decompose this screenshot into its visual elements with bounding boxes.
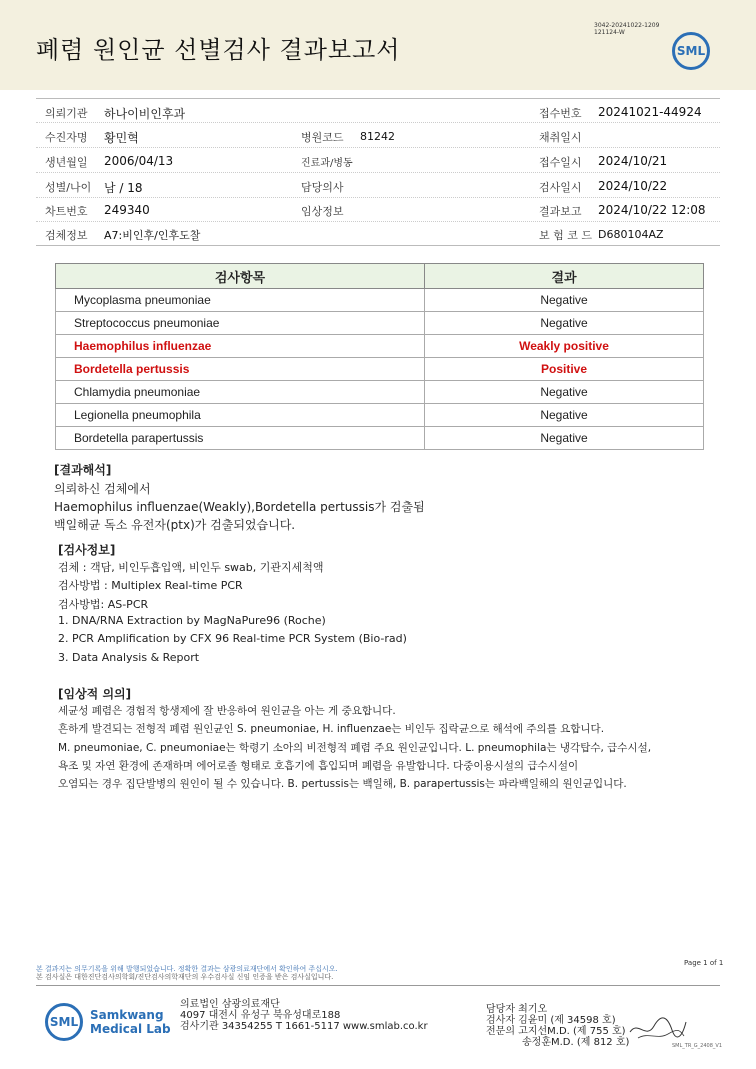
test-item-result: Negative: [425, 312, 704, 335]
table-row: [56, 381, 704, 404]
test-info-line: 검사방법 : Multiplex Real-time PCR: [58, 579, 243, 592]
receipt-date-value: 2024/10/21: [598, 154, 668, 168]
page-number: Page 1 of 1: [684, 959, 724, 967]
document-id: [594, 22, 659, 36]
hospital-code-label: 병원코드: [301, 131, 344, 144]
department-label: 진료과/병동: [301, 158, 353, 169]
footer-rule: [36, 985, 720, 986]
footer-note: 본 결과지는 의무기록을 위해 발행되었습니다. 정확한 결과는 삼광의료재단에서 확인하여 주십시오.: [36, 965, 338, 973]
document-id-line2: 121124-W: [594, 29, 625, 36]
table-row: [56, 427, 704, 450]
test-item-result: Weakly positive: [425, 335, 704, 358]
receipt-date-label: 접수일시: [539, 156, 582, 169]
row-divider: [36, 221, 720, 222]
footer-address: 4097 대전시 유성구 북유성대로188: [180, 1010, 341, 1021]
clinical-line: 세균성 폐렴은 경험적 항생제에 잘 반응하여 원인균을 아는 게 중요합니다.: [58, 705, 396, 717]
table-row: [56, 404, 704, 427]
test-info-line: 2. PCR Amplification by CFX 96 Real-time PCR System (Bio-rad): [58, 632, 407, 645]
footer-staff-specialist2: 송정훈M.D. (제 812 호): [522, 1037, 630, 1048]
test-date-value: 2024/10/22: [598, 179, 668, 193]
test-info-line: 1. DNA/RNA Extraction by MagNaPure96 (Roche): [58, 614, 326, 627]
test-item-name: Bordetella pertussis: [56, 358, 425, 381]
dob-label: 생년월일: [45, 156, 88, 169]
table-row: [56, 289, 704, 312]
test-item-result: Negative: [425, 404, 704, 427]
institution-value: 하나이비인후과: [104, 107, 186, 121]
results-table: [55, 263, 704, 450]
specimen-label: 검체정보: [45, 229, 88, 242]
test-item-result: Positive: [425, 358, 704, 381]
row-divider: [36, 172, 720, 173]
sex-age-label: 성별/나이: [45, 181, 92, 194]
insurance-code-label: 보 험 코 드: [539, 229, 592, 242]
table-row: [56, 312, 704, 335]
row-divider: [36, 122, 720, 123]
test-item-result: Negative: [425, 289, 704, 312]
interpretation-line: 의뢰하신 검체에서: [54, 482, 151, 496]
test-item-name: Chlamydia pneumoniae: [56, 381, 425, 404]
clinical-line: 욕조 및 자연 환경에 존재하며 에어로졸 형태로 호흡기에 흡입되며 폐렴을 유발합니다. 다중이용시설의 급수시설이: [58, 760, 579, 772]
collection-date-label: 채취일시: [539, 131, 582, 144]
col-header-item: 검사항목: [56, 264, 425, 289]
signature-icon: [628, 1010, 688, 1046]
receipt-number-label: 접수번호: [539, 107, 582, 120]
clinical-line: M. pneumoniae, C. pneumoniae는 학령기 소아의 비전형적 폐렴 주요 원인균입니다. L. pneumophila는 냉각탑수, 급수시설,: [58, 742, 652, 754]
patient-name-value: 황민혁: [104, 131, 139, 145]
footer-brand-line1: Samkwang: [90, 1008, 164, 1022]
report-date-value: 2024/10/22 12:08: [598, 203, 706, 217]
footer-staff-manager: 담당자 최기오: [486, 1004, 548, 1015]
footer-staff-tester: 검사자 김윤미 (제 34598 호): [486, 1015, 616, 1026]
footer-staff-specialist1: 전문의 고지선M.D. (제 755 호): [486, 1026, 626, 1037]
interpretation-line: 백일해균 독소 유전자(ptx)가 검출되었습니다.: [54, 518, 296, 532]
row-divider: [36, 197, 720, 198]
interpretation-line: Haemophilus influenzae(Weakly),Bordetella pertussis가 검출됨: [54, 500, 425, 514]
chart-number-value: 249340: [104, 203, 150, 217]
footer-org: 의료법인 삼광의료재단: [180, 999, 280, 1010]
test-item-name: Legionella pneumophila: [56, 404, 425, 427]
footer-certification-note: 본 검사실은 대한진단검사의학회/진단검사의학재단의 우수검사실 신임 인증을 받은 검사실입니다.: [36, 973, 334, 981]
info-top-rule: [36, 98, 720, 99]
clinical-line: 오염되는 경우 집단발병의 원인이 될 수 있습니다. B. pertussis는 백일해, B. parapertussis는 파라백일해의 원인균입니다.: [58, 778, 627, 790]
test-info-line: 3. Data Analysis & Report: [58, 651, 200, 664]
sex-age-value: 남 / 18: [104, 181, 143, 195]
insurance-code-value: D680104AZ: [598, 228, 664, 241]
table-row-positive: [56, 335, 704, 358]
sml-logo: SML: [672, 32, 710, 70]
col-header-result: 결과: [425, 264, 704, 289]
footer-brand: [90, 1008, 171, 1036]
clinical-line: 흔하게 발견되는 전형적 폐렴 원인균인 S. pneumoniae, H. influenzae는 비인두 집락균으로 해석에 주의를 요합니다.: [58, 723, 605, 735]
test-item-result: Negative: [425, 381, 704, 404]
test-item-result: Negative: [425, 427, 704, 450]
test-info-line: 검체 : 객담, 비인두흡입액, 비인두 swab, 기관지세척액: [58, 561, 324, 574]
chart-number-label: 차트번호: [45, 205, 88, 218]
row-divider: [36, 147, 720, 148]
interpretation-title: [결과해석]: [54, 463, 112, 477]
doctor-label: 담당의사: [301, 181, 344, 194]
form-code: SML_TR_G_2408_V1: [672, 1043, 723, 1049]
test-info-line: 검사방법: AS-PCR: [58, 598, 149, 611]
footer-sml-logo: SML: [45, 1003, 83, 1041]
clinical-significance-title: [임상적 의의]: [58, 687, 132, 701]
test-item-name: Haemophilus influenzae: [56, 335, 425, 358]
dob-value: 2006/04/13: [104, 154, 174, 168]
clinical-info-label: 임상정보: [301, 205, 344, 218]
test-date-label: 검사일시: [539, 181, 582, 194]
test-info-title: [검사정보]: [58, 543, 116, 557]
patient-name-label: 수진자명: [45, 131, 88, 144]
document-id-line1: 3042-20241022-1209: [594, 22, 660, 29]
report-title: 폐렴 원인균 선별검사 결과보고서: [36, 36, 401, 64]
receipt-number-value: 20241021-44924: [598, 105, 702, 119]
test-item-name: Streptococcus pneumoniae: [56, 312, 425, 335]
institution-label: 의뢰기관: [45, 107, 88, 120]
table-row-positive: [56, 358, 704, 381]
results-header-row: [56, 264, 704, 289]
hospital-code-value: 81242: [360, 130, 395, 143]
test-item-name: Mycoplasma pneumoniae: [56, 289, 425, 312]
specimen-value: A7:비인후/인후도찰: [104, 229, 201, 242]
report-date-label: 결과보고: [539, 205, 582, 218]
footer-contact: 검사기관 34354255 T 1661-5117 www.smlab.co.kr: [180, 1021, 428, 1032]
footer-brand-line2: Medical Lab: [90, 1022, 171, 1036]
info-bottom-rule: [36, 245, 720, 246]
test-item-name: Bordetella parapertussis: [56, 427, 425, 450]
